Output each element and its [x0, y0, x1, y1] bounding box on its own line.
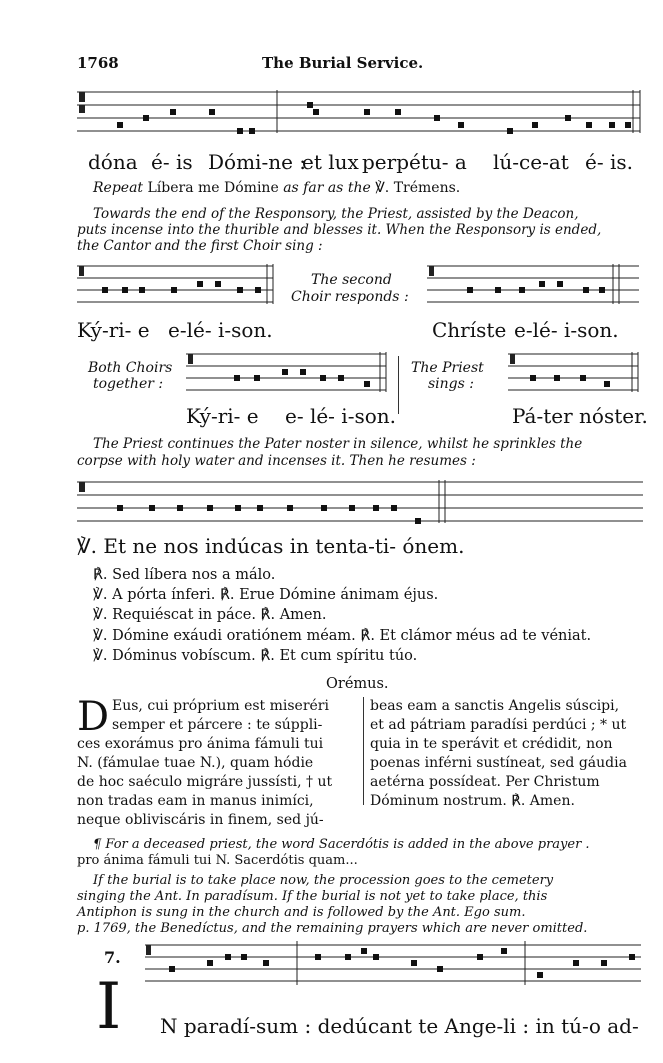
kyrie2-syllable: Ký-ri- e [186, 404, 259, 428]
second-choir-label: The second [311, 272, 392, 288]
prayer-line: ces exorámus pro ánima fámuli tui [77, 736, 324, 752]
chant1-syllable: é- is. [585, 150, 633, 174]
prayer-line: Eus, cui próprium est miseréri [112, 698, 329, 714]
prayer-line: beas eam a sanctis Angelis súscipi, [370, 698, 620, 714]
kyrie2-syllable: e- lé- i-son. [285, 404, 396, 428]
chant1-syllable: dóna [88, 150, 138, 174]
prayer-initial: D [77, 694, 110, 740]
prayer-line: semper et párcere : te súppli- [112, 717, 323, 733]
repeat-rubric: Repeat Líbera me Dómine as far as the ℣. Trémens. [93, 180, 461, 196]
chant1-syllable: Dómi-ne : [208, 150, 307, 174]
prayer-line: non tradas eam in manus inimíci, [77, 793, 314, 809]
response-line: ℣. A pórta ínferi. ℟. Erue Dómine ánimam éjus. [93, 587, 439, 603]
rubric-line: singing the Ant. In paradísum. If the burial is not yet to take place, this [77, 889, 548, 904]
page-number: 1768 [77, 54, 119, 72]
rubric-line: If the burial is to take place now, the procession goes to the cemetery [93, 873, 554, 888]
second-choir-label: Choir responds : [291, 289, 409, 305]
both-choirs-label: together : [93, 376, 164, 392]
antiphon-lyrics: N paradí-sum : dedúcant te Ange-li : in tú-o ad- [160, 1014, 639, 1038]
rubric-line: puts incense into the thurible and blesses it. When the Responsory is ended, [77, 222, 602, 238]
both-choirs-label: Both Choirs [88, 360, 173, 376]
priest-label: sings : [428, 376, 474, 392]
response-line: ℟. Sed líbera nos a málo. [93, 567, 276, 583]
chant1-syllable: é- is [151, 150, 193, 174]
note-priest-text: pro ánima fámuli tui N. Sacerdótis quam... [77, 853, 358, 868]
column-divider [398, 356, 399, 414]
chant-staff-antiphon [145, 935, 643, 993]
chant-staff-pater [508, 348, 643, 404]
chant-staff-kyrie [77, 260, 277, 318]
chant1-syllable: lú-ce-at [493, 150, 569, 174]
prayer-line: N. (fámulae tuae N.), quam hódie [77, 755, 314, 771]
response-line: ℣. Requiéscat in páce. ℟. Amen. [93, 607, 327, 623]
chant-staff-christe [427, 260, 643, 318]
prayer-line: neque obliviscáris in finem, sed jú- [77, 812, 324, 828]
prayer-line: quia in te sperávit et crédidit, non [370, 736, 613, 752]
oremus-heading: Orémus. [326, 676, 389, 692]
kyrie-syllable: e-lé- i-son. [168, 318, 273, 342]
rubric-line: Towards the end of the Responsory, the Priest, assisted by the Deacon, [93, 206, 579, 222]
chant1-syllable: et lux [302, 150, 359, 174]
chant-staff-1 [77, 80, 644, 150]
chant-staff-versicle [77, 474, 644, 534]
column-divider [363, 697, 364, 805]
prayer-line: et ad pátriam paradísi perdúci ; * ut [370, 717, 627, 733]
rubric-line: Antiphon is sung in the church and is followed by the Ant. Ego sum. [77, 905, 526, 920]
rubric-line: the Cantor and the first Choir sing : [77, 238, 323, 254]
prayer-line: poenas inférni sustíneat, sed gáudia [370, 755, 627, 771]
pater-lyrics: Pá-ter nóster. [512, 404, 648, 428]
kyrie-syllable: Ký-ri- e [77, 318, 150, 342]
rubric-line: The Priest continues the Pater noster in silence, whilst he sprinkles the [93, 436, 583, 452]
prayer-line: Dóminum nostrum. ℟. Amen. [370, 793, 575, 809]
chant-staff-kyrie2 [186, 348, 391, 404]
rubric-line: corpse with holy water and incenses it. Then he resumes : [77, 453, 476, 469]
note-priest: ¶ For a deceased priest, the word Sacerdótis is added in the above prayer . [93, 837, 590, 852]
response-line: ℣. Dómine exáudi oratiónem méam. ℟. Et clámor méus ad te véniat. [93, 628, 592, 644]
christe-syllable: e-lé- i-son. [514, 318, 619, 342]
response-line: ℣. Dóminus vobíscum. ℟. Et cum spíritu túo. [93, 648, 418, 664]
priest-label: The Priest [411, 360, 484, 376]
rubric-line: p. 1769, the Benedíctus, and the remaining prayers which are never omitted. [77, 921, 588, 936]
page-title: The Burial Service. [262, 54, 424, 72]
chant1-syllable: perpétu- a [362, 150, 467, 174]
christe-syllable: Chríste [432, 318, 507, 342]
versicle-main: ℣. Et ne nos indúcas in tenta-ti- ónem. [77, 534, 465, 558]
antiphon-number: 7. [104, 948, 121, 967]
prayer-line: aetérna possídeat. Per Christum [370, 774, 600, 790]
antiphon-initial: I [96, 970, 122, 1044]
prayer-line: de hoc saéculo migráre jussísti, † ut [77, 774, 333, 790]
